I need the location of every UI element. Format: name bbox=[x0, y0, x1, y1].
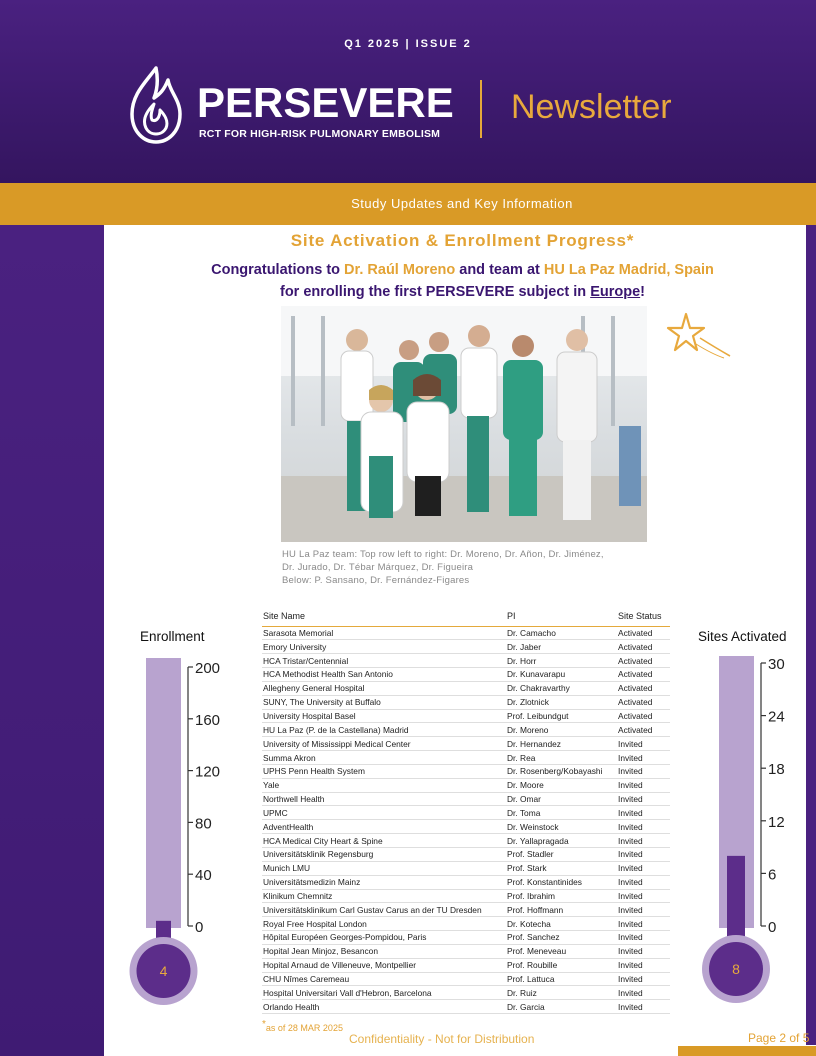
caption-line-2: Dr. Jurado, Dr. Tébar Márquez, Dr. Figueira bbox=[282, 562, 474, 573]
site-status-cell: Invited bbox=[617, 1000, 670, 1014]
sites-table bbox=[262, 606, 670, 1014]
pi-cell: Dr. Omar bbox=[506, 792, 617, 806]
site-status-cell: Invited bbox=[617, 764, 670, 778]
confidentiality-note: Confidentiality - Not for Distribution bbox=[349, 1032, 535, 1046]
table-row bbox=[262, 958, 670, 972]
pi-cell: Dr. Yallapragada bbox=[506, 834, 617, 848]
table-row bbox=[262, 806, 670, 820]
table-row bbox=[262, 681, 670, 695]
site-status-cell: Invited bbox=[617, 931, 670, 945]
sites-tick-label: 6 bbox=[768, 866, 777, 884]
table-row bbox=[262, 737, 670, 751]
left-sidebar-strip bbox=[0, 225, 104, 1056]
site-name-cell: Universitätsklinik Regensburg bbox=[262, 848, 506, 862]
site-status-cell: Activated bbox=[617, 723, 670, 737]
pi-cell: Dr. Rosenberg/Kobayashi bbox=[506, 764, 617, 778]
congrats-site: HU La Paz Madrid, Spain bbox=[543, 262, 714, 278]
site-name-cell: Sarasota Memorial bbox=[262, 626, 506, 640]
site-status-cell: Invited bbox=[617, 917, 670, 931]
table-row bbox=[262, 861, 670, 875]
congrats-line2: for enrolling the first PERSEVERE subject in bbox=[280, 284, 591, 300]
logo-title: PERSEVERE bbox=[197, 79, 454, 126]
table-row bbox=[262, 709, 670, 723]
pi-cell: Dr. Garcia bbox=[506, 1000, 617, 1014]
pi-cell: Dr. Weinstock bbox=[506, 820, 617, 834]
table-row bbox=[262, 944, 670, 958]
table-row bbox=[262, 917, 670, 931]
site-name-cell: Hôpital Européen Georges-Pompidou, Paris bbox=[262, 931, 506, 945]
sites-tick-label: 18 bbox=[768, 761, 785, 779]
flame-logo-icon bbox=[124, 64, 188, 146]
site-status-cell: Invited bbox=[617, 792, 670, 806]
pi-cell: Prof. Leibundgut bbox=[506, 709, 617, 723]
site-name-cell: Universitätsklinikum Carl Gustav Carus an der TU Dresden bbox=[262, 903, 506, 917]
sites-tick-label: 30 bbox=[768, 656, 785, 673]
site-status-cell: Invited bbox=[617, 834, 670, 848]
congratulations-text bbox=[104, 259, 816, 303]
congrats-person: Dr. Raúl Moreno bbox=[344, 262, 456, 278]
pi-cell: Prof. Stark bbox=[506, 861, 617, 875]
pi-cell: Dr. Chakravarthy bbox=[506, 681, 617, 695]
site-name-cell: University of Mississippi Medical Center bbox=[262, 737, 506, 751]
site-name-cell: AdventHealth bbox=[262, 820, 506, 834]
pi-cell: Dr. Moreno bbox=[506, 723, 617, 737]
table-row bbox=[262, 751, 670, 765]
pi-cell: Dr. Moore bbox=[506, 778, 617, 792]
table-row bbox=[262, 792, 670, 806]
pi-cell: Prof. Stadler bbox=[506, 848, 617, 862]
site-name-cell: Emory University bbox=[262, 640, 506, 654]
site-name-cell: Northwell Health bbox=[262, 792, 506, 806]
footnote-mark: * bbox=[262, 1019, 266, 1030]
site-name-cell: Yale bbox=[262, 778, 506, 792]
table-row bbox=[262, 1000, 670, 1014]
enrollment-value: 4 bbox=[159, 963, 168, 979]
header-site-status: Site Status bbox=[617, 606, 670, 626]
site-name-cell: Royal Free Hospital London bbox=[262, 917, 506, 931]
table-row bbox=[262, 640, 670, 654]
site-name-cell: Orlando Health bbox=[262, 1000, 506, 1014]
congrats-mid: and team at bbox=[455, 262, 544, 278]
site-name-cell: SUNY, The University at Buffalo bbox=[262, 695, 506, 709]
enrollment-tube bbox=[146, 658, 181, 928]
table-row bbox=[262, 695, 670, 709]
table-row bbox=[262, 903, 670, 917]
table-row bbox=[262, 820, 670, 834]
issue-label: Q1 2025 | ISSUE 2 bbox=[344, 38, 472, 50]
sites-thermometer bbox=[700, 655, 810, 1005]
pi-cell: Prof. Roubille bbox=[506, 958, 617, 972]
site-name-cell: UPMC bbox=[262, 806, 506, 820]
site-status-cell: Activated bbox=[617, 668, 670, 682]
enrollment-tick-label: 120 bbox=[195, 763, 221, 781]
site-name-cell: Universitätsmedizin Mainz bbox=[262, 875, 506, 889]
page-number: Page 2 of 5 bbox=[748, 1031, 810, 1045]
sites-tick-label: 12 bbox=[768, 813, 785, 831]
site-name-cell: Hospital Universitari Vall d'Hebron, Barcelona bbox=[262, 986, 506, 1000]
site-status-cell: Invited bbox=[617, 848, 670, 862]
table-row bbox=[262, 764, 670, 778]
as-of-footnote bbox=[262, 1019, 343, 1033]
table-row bbox=[262, 875, 670, 889]
table-header-row bbox=[262, 606, 670, 626]
pi-cell: Dr. Toma bbox=[506, 806, 617, 820]
footer-gold-bar bbox=[678, 1046, 816, 1056]
site-status-cell: Invited bbox=[617, 986, 670, 1000]
site-status-cell: Invited bbox=[617, 806, 670, 820]
enrollment-label: Enrollment bbox=[140, 629, 205, 644]
team-photo bbox=[281, 306, 647, 542]
table-row bbox=[262, 972, 670, 986]
europe-link[interactable]: Europe bbox=[590, 284, 641, 300]
site-status-cell: Activated bbox=[617, 640, 670, 654]
pi-cell: Dr. Kotecha bbox=[506, 917, 617, 931]
star-icon bbox=[660, 310, 732, 360]
table-row bbox=[262, 654, 670, 668]
pi-cell: Dr. Jaber bbox=[506, 640, 617, 654]
enrollment-thermometer bbox=[126, 655, 236, 1005]
sites-activated-label: Sites Activated bbox=[698, 629, 787, 644]
site-status-cell: Activated bbox=[617, 695, 670, 709]
site-status-cell: Invited bbox=[617, 903, 670, 917]
enrollment-tick-label: 40 bbox=[195, 867, 212, 885]
site-name-cell: Hopital Jean Minjoz, Besancon bbox=[262, 944, 506, 958]
site-status-cell: Invited bbox=[617, 889, 670, 903]
table-row bbox=[262, 778, 670, 792]
site-status-cell: Invited bbox=[617, 875, 670, 889]
site-status-cell: Activated bbox=[617, 681, 670, 695]
site-name-cell: University Hospital Basel bbox=[262, 709, 506, 723]
pi-cell: Dr. Hernandez bbox=[506, 737, 617, 751]
pi-cell: Prof. Ibrahim bbox=[506, 889, 617, 903]
site-name-cell: HCA Medical City Heart & Spine bbox=[262, 834, 506, 848]
subtitle-banner-text: Study Updates and Key Information bbox=[351, 196, 573, 211]
sites-tick-label: 0 bbox=[768, 919, 777, 936]
table-row bbox=[262, 723, 670, 737]
site-status-cell: Activated bbox=[617, 626, 670, 640]
sites-fill bbox=[727, 856, 745, 945]
newsletter-title: Newsletter bbox=[511, 88, 672, 126]
enrollment-tick-label: 80 bbox=[195, 815, 212, 833]
sites-tick-label: 24 bbox=[768, 708, 785, 726]
site-status-cell: Invited bbox=[617, 751, 670, 765]
caption-line-1: HU La Paz team: Top row left to right: Dr. Moreno, Dr. Añon, Dr. Jiménez, bbox=[282, 549, 604, 560]
site-name-cell: Klinikum Chemnitz bbox=[262, 889, 506, 903]
site-status-cell: Invited bbox=[617, 972, 670, 986]
pi-cell: Dr. Zlotnick bbox=[506, 695, 617, 709]
site-status-cell: Invited bbox=[617, 944, 670, 958]
pi-cell: Prof. Konstantinides bbox=[506, 875, 617, 889]
site-name-cell: Allegheny General Hospital bbox=[262, 681, 506, 695]
site-status-cell: Invited bbox=[617, 861, 670, 875]
site-name-cell: UPHS Penn Health System bbox=[262, 764, 506, 778]
table-row bbox=[262, 834, 670, 848]
section-title: Site Activation & Enrollment Progress* bbox=[290, 231, 635, 250]
site-name-cell: HCA Methodist Health San Antonio bbox=[262, 668, 506, 682]
site-name-cell: Hopital Arnaud de Villeneuve, Montpellier bbox=[262, 958, 506, 972]
table-row bbox=[262, 668, 670, 682]
subtitle-banner bbox=[0, 183, 816, 225]
site-status-cell: Invited bbox=[617, 820, 670, 834]
table-row bbox=[262, 986, 670, 1000]
site-name-cell: Munich LMU bbox=[262, 861, 506, 875]
table-row bbox=[262, 931, 670, 945]
caption-line-3: Below: P. Sansano, Dr. Fernández-Figares bbox=[282, 575, 470, 586]
logo-subtitle: RCT FOR HIGH-RISK PULMONARY EMBOLISM bbox=[199, 128, 441, 140]
pi-cell: Prof. Sanchez bbox=[506, 931, 617, 945]
table-row bbox=[262, 848, 670, 862]
pi-cell: Dr. Kunavarapu bbox=[506, 668, 617, 682]
enrollment-tick-label: 160 bbox=[195, 711, 221, 729]
pi-cell: Prof. Lattuca bbox=[506, 972, 617, 986]
congrats-end: ! bbox=[640, 284, 645, 300]
site-status-cell: Activated bbox=[617, 654, 670, 668]
header-banner bbox=[0, 0, 816, 183]
pi-cell: Prof. Hoffmann bbox=[506, 903, 617, 917]
site-name-cell: HCA Tristar/Centennial bbox=[262, 654, 506, 668]
enrollment-tick-label: 200 bbox=[195, 660, 221, 677]
site-status-cell: Invited bbox=[617, 737, 670, 751]
pi-cell: Dr. Ruiz bbox=[506, 986, 617, 1000]
site-name-cell: HU La Paz (P. de la Castellana) Madrid bbox=[262, 723, 506, 737]
photo-caption bbox=[282, 548, 662, 587]
congrats-prefix: Congratulations to bbox=[211, 262, 345, 278]
enrollment-tick-label: 0 bbox=[195, 919, 204, 936]
header-divider bbox=[480, 80, 482, 138]
sites-value: 8 bbox=[732, 961, 740, 977]
site-name-cell: CHU Nîmes Caremeau bbox=[262, 972, 506, 986]
header-site-name: Site Name bbox=[262, 606, 506, 626]
site-status-cell: Invited bbox=[617, 958, 670, 972]
pi-cell: Prof. Meneveau bbox=[506, 944, 617, 958]
footnote-text: as of 28 MAR 2025 bbox=[265, 1023, 343, 1033]
site-name-cell: Summa Akron bbox=[262, 751, 506, 765]
table-row bbox=[262, 889, 670, 903]
pi-cell: Dr. Horr bbox=[506, 654, 617, 668]
pi-cell: Dr. Rea bbox=[506, 751, 617, 765]
header-pi: PI bbox=[506, 606, 617, 626]
pi-cell: Dr. Camacho bbox=[506, 626, 617, 640]
table-row bbox=[262, 626, 670, 640]
site-status-cell: Activated bbox=[617, 709, 670, 723]
site-status-cell: Invited bbox=[617, 778, 670, 792]
